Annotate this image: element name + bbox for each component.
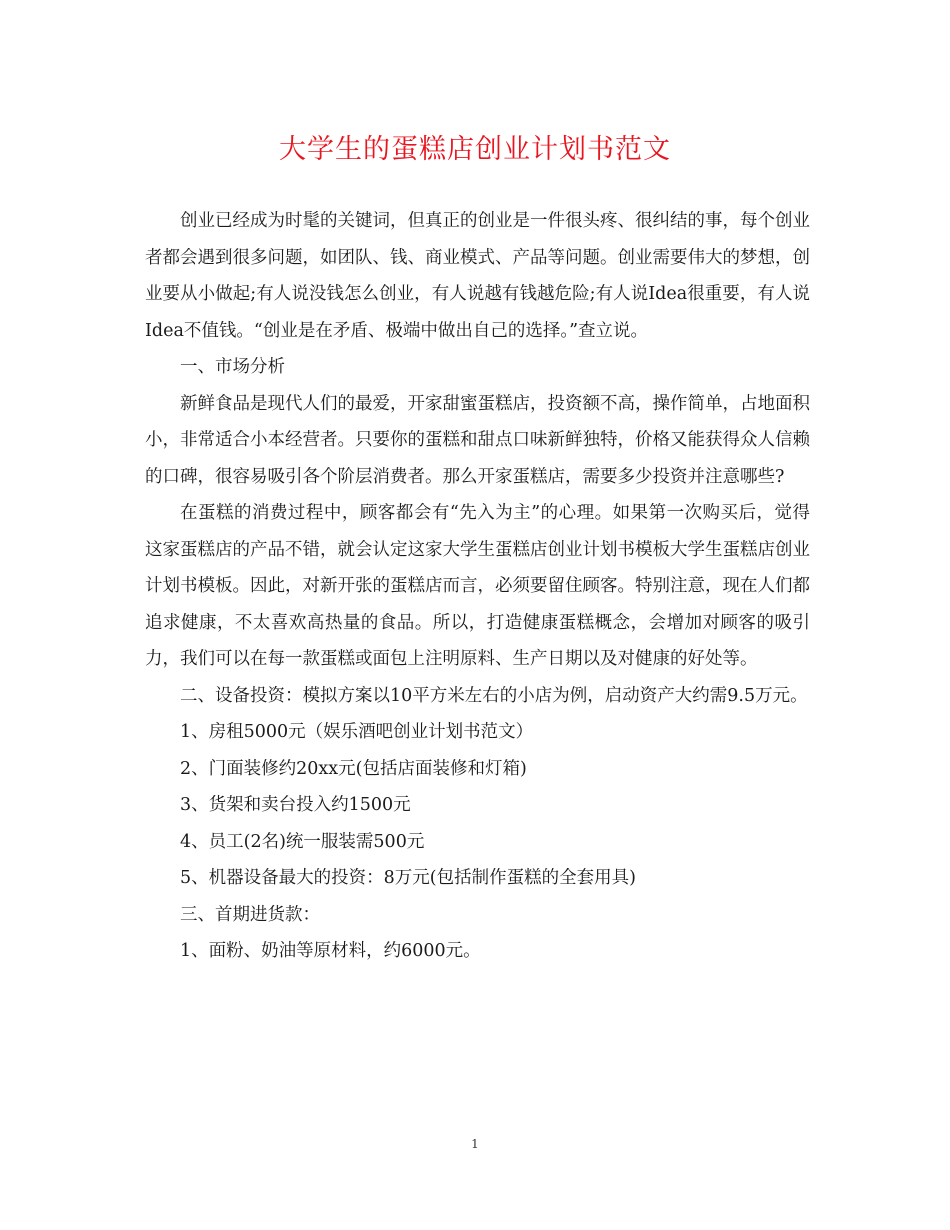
section-heading-equipment-investment: 二、设备投资：模拟方案以10平方米左右的小店为例，启动资产大约需9.5万元。 xyxy=(180,685,808,706)
list-item-shelves: 3、货架和卖台投入约1500元 xyxy=(180,795,411,815)
document-body xyxy=(145,203,810,970)
list-item-decoration: 2、门面装修约20xx元(包括店面装修和灯箱) xyxy=(180,758,527,779)
document-title: 大学生的蛋糕店创业计划书范文 xyxy=(279,134,671,165)
section-heading-first-purchase: 三、首期进货款： xyxy=(180,904,320,925)
paragraph-market-2: 在蛋糕的消费过程中，顾客都会有“先入为主”的心理。如果第一次购买后，觉得这家蛋糕店的产品不错，就会认定这家大学生蛋糕店创业计划书模板大学生蛋糕店创业计划书模板。因此，对新开张的蛋糕店而言，必须要留住顾客。特别注意，现在人们都追求健康，不太喜欢高热量的食品。所以，打造健康蛋糕概念，会增加对顾客的吸引力，我们可以在每一款蛋糕或面包上注明原料、生产日期以及对健康的好处等。 xyxy=(145,503,810,669)
list-item-rent: 1、房租5000元（娱乐酒吧创业计划书范文） xyxy=(180,722,534,742)
list-item-uniforms: 4、员工(2名)统一服装需500元 xyxy=(180,831,425,852)
section-heading-market-analysis: 一、市场分析 xyxy=(180,357,285,377)
page-number: 1 xyxy=(471,1137,479,1151)
list-item-materials: 1、面粉、奶油等原材料，约6000元。 xyxy=(180,941,481,961)
paragraph-market-1: 新鲜食品是现代人们的最爱，开家甜蜜蛋糕店，投资额不高，操作简单，占地面积小，非常适合小本经营者。只要你的蛋糕和甜点口味新鲜独特，价格又能获得众人信赖的口碑，很容易吸引各个阶层消费者。那么开家蛋糕店，需要多少投资并注意哪些? xyxy=(145,393,810,487)
list-item-machines: 5、机器设备最大的投资：8万元(包括制作蛋糕的全套用具) xyxy=(180,868,636,888)
paragraph-intro: 创业已经成为时髦的关键词，但真正的创业是一件很头疼、很纠结的事，每个创业者都会遇到很多问题，如团队、钱、商业模式、产品等问题。创业需要伟大的梦想，创业要从小做起;有人说没钱怎么创业，有人说越有钱越危险;有人说Idea很重要，有人说Idea不值钱。“创业是在矛盾、极端中做出自己的选择。”查立说。 xyxy=(145,211,810,341)
